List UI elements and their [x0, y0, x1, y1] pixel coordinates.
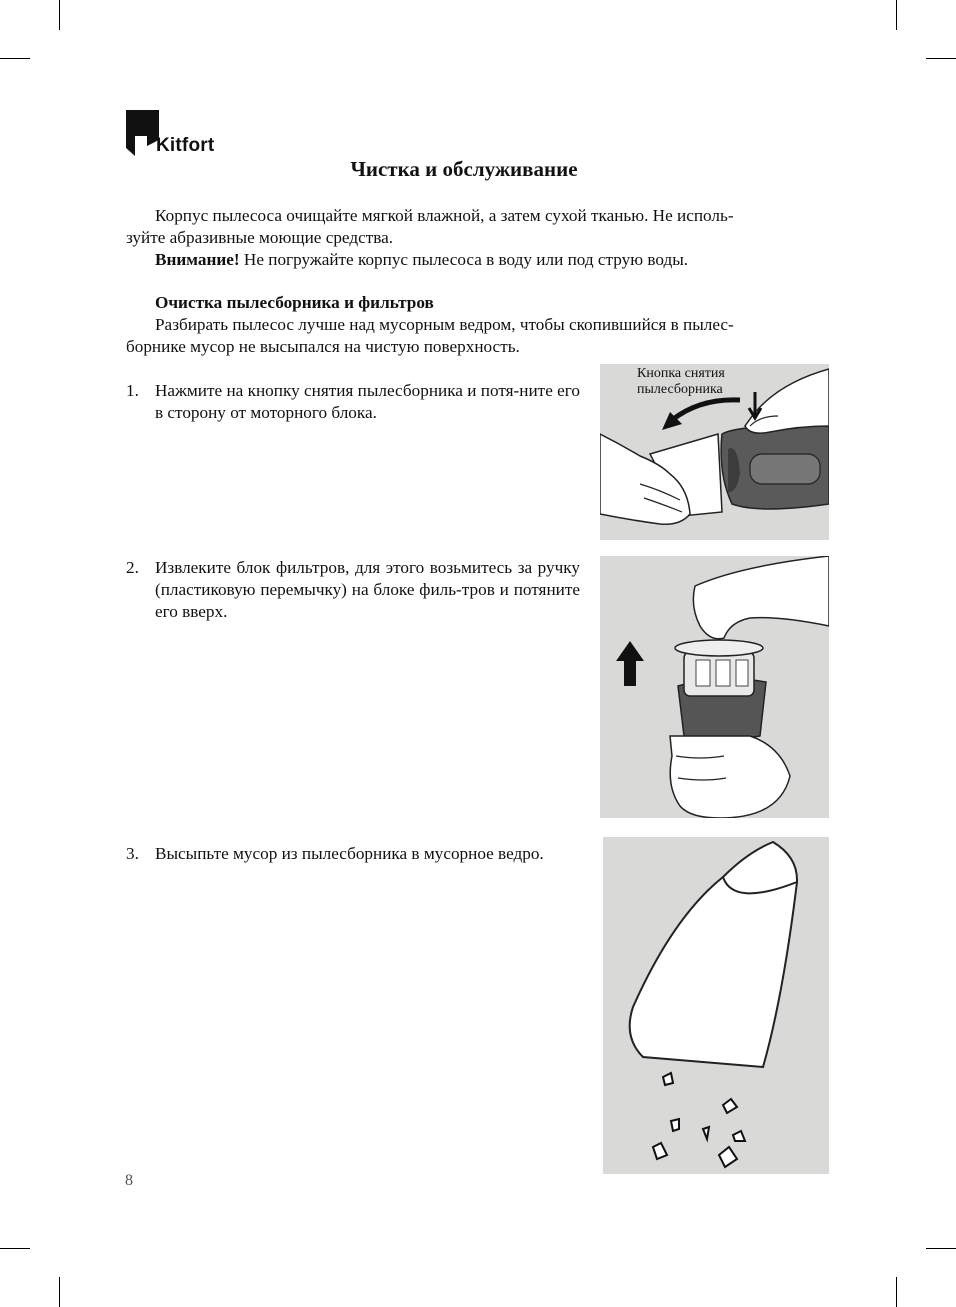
step-text: Нажмите на кнопку снятия пылесборника и потя-ните его в сторону от моторного блока.	[155, 381, 580, 422]
label-line-1: Кнопка снятия	[637, 366, 725, 381]
intro-line-2: зуйте абразивные моющие средства.	[126, 228, 394, 247]
bin-illustration	[603, 837, 829, 1174]
page-number: 8	[125, 1172, 133, 1189]
crop-mark	[926, 1248, 956, 1249]
intro-line-1: Корпус пылесоса очищайте мягкой влажной, а затем сухой тканью. Не исполь-	[155, 206, 734, 225]
figure-empty-bin	[603, 837, 829, 1174]
step-text: Извлеките блок фильтров, для этого возьмитесь за ручку (пластиковую перемычку) на блоке филь-тров и потяните его вверх.	[155, 558, 580, 621]
label-line-2: пылесборника	[637, 382, 723, 397]
section-line-2: борнике мусор не высыпался на чистую поверхность.	[126, 337, 520, 356]
figure-remove-dust-container	[600, 364, 829, 540]
figure-remove-filter	[600, 556, 829, 818]
crop-mark	[896, 0, 897, 30]
warning-label: Внимание!	[155, 250, 240, 269]
intro-paragraph	[126, 205, 830, 271]
crop-mark	[59, 1277, 60, 1307]
filter-illustration	[600, 556, 829, 818]
step-text: Высыпьте мусор из пылесборника в мусорное ведро.	[155, 844, 544, 863]
section-heading: Очистка пылесборника и фильтров	[155, 293, 434, 312]
crop-mark	[0, 58, 30, 59]
section-block	[126, 292, 830, 358]
step-number: 3.	[126, 844, 139, 863]
section-line-1: Разбирать пылесос лучше над мусорным ведром, чтобы скопившийся в пылес-	[155, 315, 734, 334]
step-2	[126, 557, 580, 623]
warning-text: Не погружайте корпус пылесоса в воду или под струю воды.	[239, 250, 689, 269]
page-title: Чистка и обслуживание	[350, 157, 578, 181]
crop-mark	[0, 1248, 30, 1249]
crop-mark	[926, 58, 956, 59]
step-number: 1.	[126, 381, 139, 400]
crop-mark	[896, 1277, 897, 1307]
step-3	[126, 843, 580, 865]
crop-mark	[59, 0, 60, 30]
brand-name: Kitfort	[156, 135, 215, 156]
step-1	[126, 380, 580, 424]
figure-label	[637, 366, 725, 398]
step-number: 2.	[126, 558, 139, 577]
